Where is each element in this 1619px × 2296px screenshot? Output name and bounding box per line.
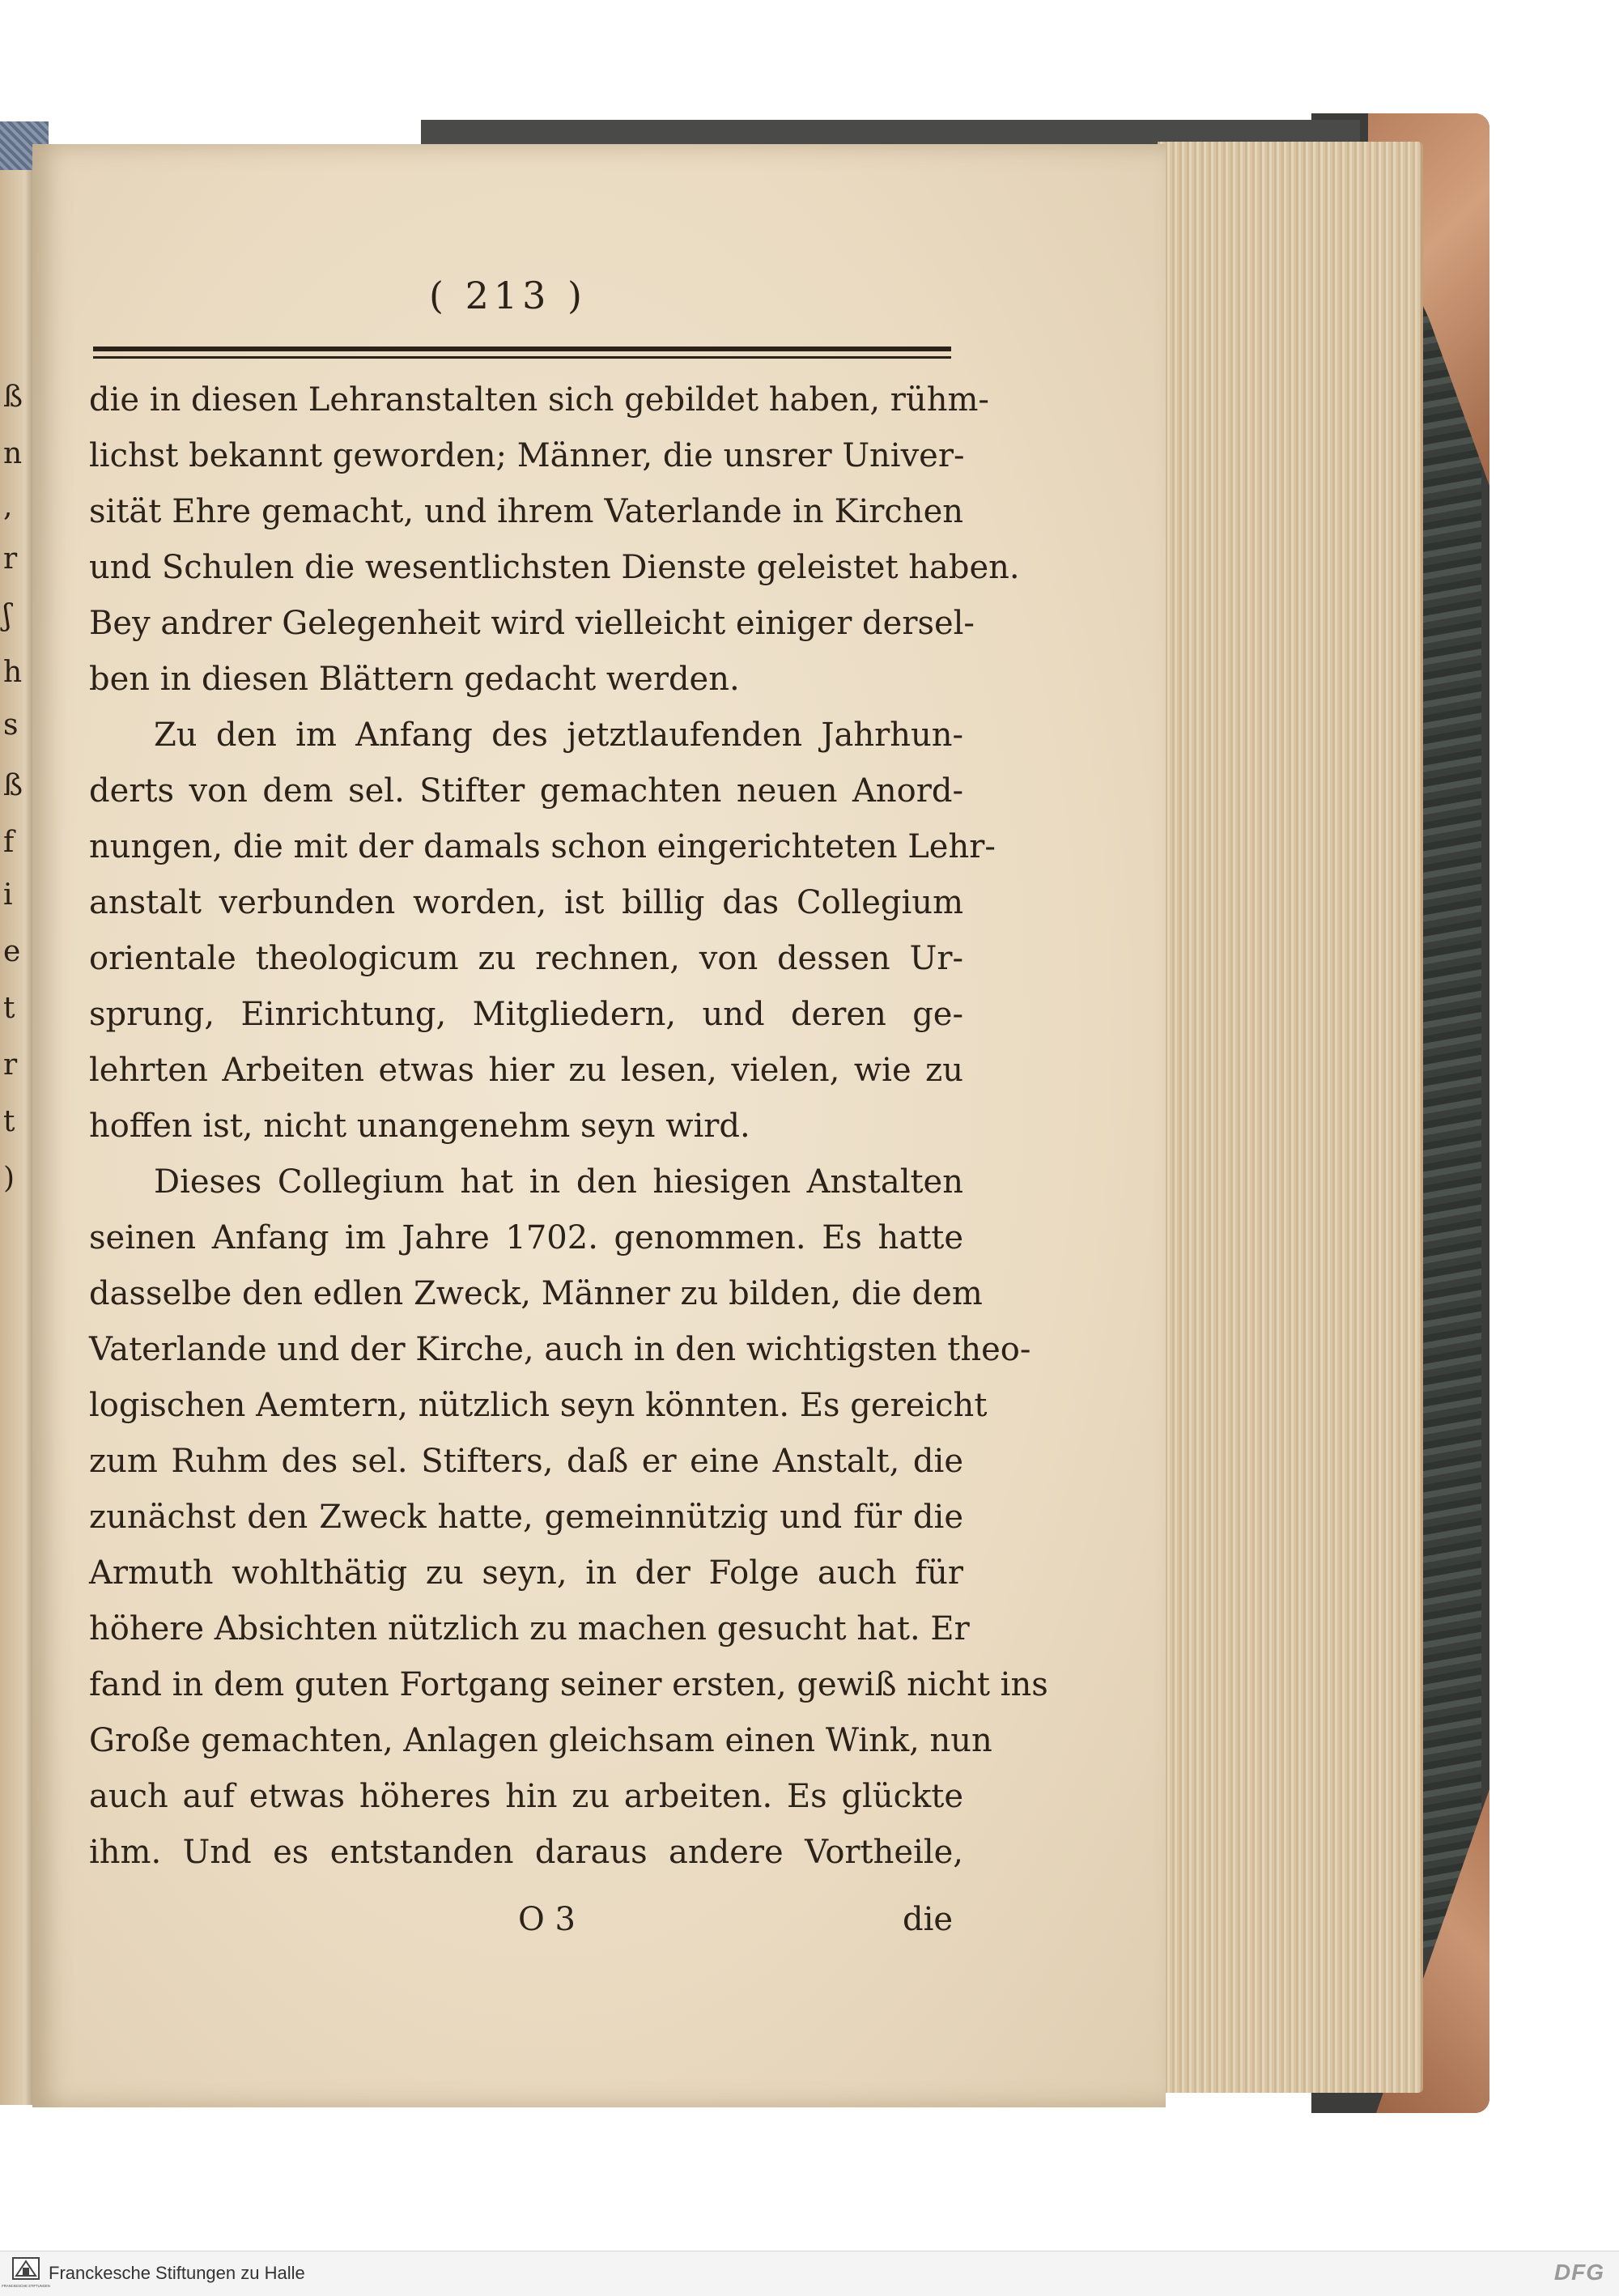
- dfg-logo[interactable]: DFG: [1553, 2260, 1604, 2285]
- text-line: fand in dem guten Fortgang seiner ersten, gewiß nicht ins: [89, 1666, 1048, 1703]
- marbled-board: [1421, 267, 1481, 1951]
- text-line: zum Ruhm des sel. Stifters, daß er eine Anstalt, die: [89, 1443, 963, 1480]
- logo-caption: FRANCKESCHE STIFTUNGEN: [2, 2284, 50, 2288]
- text-line: anstalt verbunden worden, ist billig das Collegium: [89, 884, 963, 921]
- text-line: Zu den im Anfang des jetztlaufenden Jahrhun-: [154, 716, 963, 754]
- text-line: orientale theologicum zu rechnen, von dessen Ur-: [89, 940, 963, 977]
- page-number: ( 213 ): [429, 274, 587, 317]
- text-line: Armuth wohlthätig zu seyn, in der Folge auch für: [89, 1554, 963, 1592]
- facing-fragment: f: [3, 826, 15, 859]
- text-line: logischen Aemtern, nützlich seyn könnten. Es gereicht: [89, 1387, 988, 1424]
- facing-fragment: ß: [3, 381, 23, 414]
- text-line: lehrten Arbeiten etwas hier zu lesen, vielen, wie zu: [89, 1052, 963, 1089]
- facing-fragment: t: [3, 1105, 15, 1138]
- catchword: die: [903, 1901, 954, 1938]
- facing-fragment: r: [3, 1048, 18, 1082]
- text-line: zunächst den Zweck hatte, gemeinnützig und für die: [89, 1499, 963, 1536]
- facing-fragment: t: [3, 992, 15, 1025]
- institution-name[interactable]: Franckesche Stiftungen zu Halle: [49, 2263, 305, 2283]
- facing-fragment: ): [3, 1162, 15, 1195]
- book-page: [32, 144, 1166, 2107]
- text-line: höhere Absichten nützlich zu machen gesucht hat. Er: [89, 1610, 970, 1648]
- text-line: sität Ehre gemacht, und ihrem Vaterlande in Kirchen: [89, 493, 963, 530]
- text-line: ben in diesen Blättern gedacht werden.: [89, 661, 740, 698]
- facing-fragment: ß: [3, 769, 23, 802]
- text-line: nungen, die mit der damals schon eingerichteten Lehr-: [89, 828, 996, 865]
- facing-fragment: ʃ: [3, 599, 11, 632]
- text-line: Vaterlande und der Kirche, auch in den wichtigsten theo-: [89, 1331, 1031, 1368]
- text-line: dasselbe den edlen Zweck, Männer zu bilden, die dem: [89, 1275, 983, 1312]
- facing-fragment: ,: [3, 490, 13, 523]
- text-line: die in diesen Lehranstalten sich gebildet haben, rühm-: [89, 381, 989, 419]
- facing-fragment: r: [3, 542, 18, 576]
- text-line: sprung, Einrichtung, Mitgliedern, und deren ge-: [89, 996, 963, 1033]
- text-line: Große gemachten, Anlagen gleichsam einen Wink, nun: [89, 1722, 992, 1759]
- facing-fragment: s: [3, 708, 19, 742]
- text-line: und Schulen die wesentlichsten Dienste geleistet haben.: [89, 549, 1020, 586]
- facing-fragment: e: [3, 935, 21, 968]
- text-line: seinen Anfang im Jahre 1702. genommen. Es hatte: [89, 1219, 963, 1256]
- facing-fragment: h: [3, 656, 23, 689]
- text-line: auch auf etwas höheres hin zu arbeiten. Es glückte: [89, 1778, 963, 1815]
- facing-fragment: i: [3, 878, 13, 912]
- footer-bar: [0, 2251, 1619, 2296]
- text-line: ihm. Und es entstanden daraus andere Vortheile,: [89, 1834, 963, 1871]
- text-line: Bey andrer Gelegenheit wird vielleicht einiger dersel-: [89, 605, 975, 642]
- page-block-edges: [1158, 142, 1423, 2093]
- institution-logo[interactable]: [2, 2256, 50, 2290]
- text-line: lichst bekannt geworden; Männer, die unsrer Univer-: [89, 437, 965, 474]
- header-rule: [93, 347, 951, 359]
- signature-mark: O 3: [518, 1901, 576, 1938]
- text-line: Dieses Collegium hat in den hiesigen Anstalten: [154, 1163, 963, 1201]
- text-line: hoffen ist, nicht unangenehm seyn wird.: [89, 1108, 750, 1145]
- facing-fragment: n: [3, 437, 23, 470]
- text-line: derts von dem sel. Stifter gemachten neuen Anord-: [89, 772, 963, 810]
